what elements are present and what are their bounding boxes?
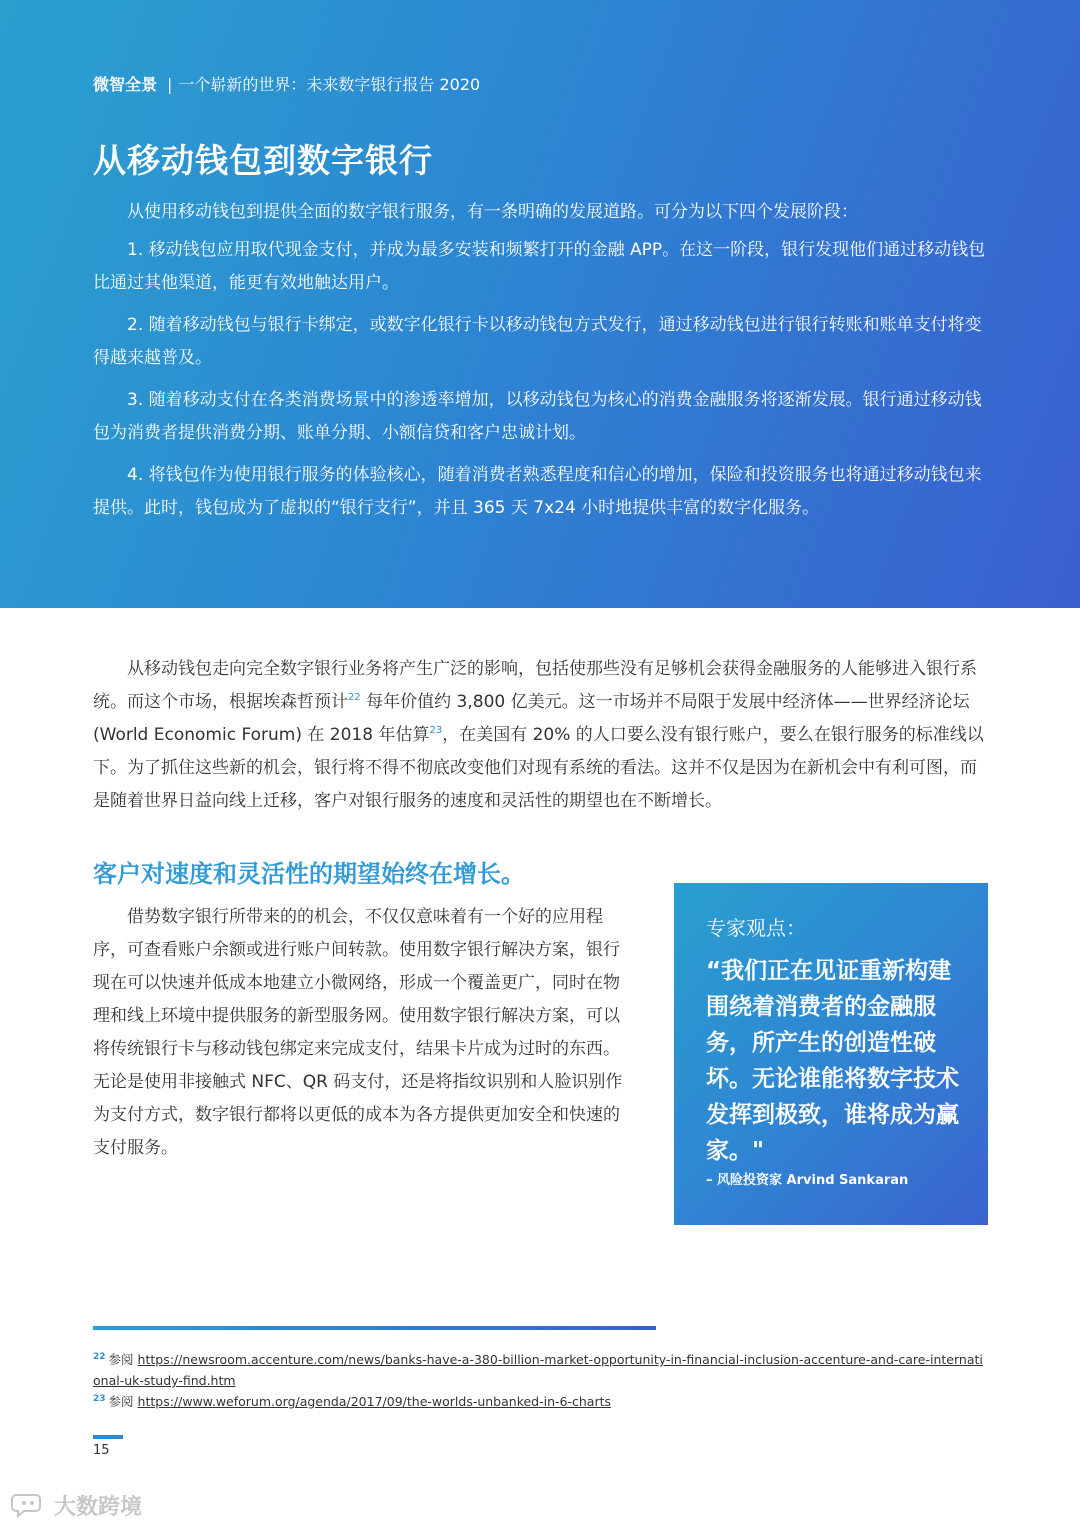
footnote-number: 23 — [93, 1394, 106, 1404]
stage-item: 1. 移动钱包应用取代现金支付，并成为最多安装和频繁打开的金融 APP。在这一阶段，银行发现他们通过移动钱包比通过其他渠道，能更有效地触达用户。 — [93, 240, 986, 293]
watermark-text: 大数跨境 — [54, 1494, 143, 1520]
body-paragraph — [93, 653, 988, 818]
hero-banner — [0, 0, 1080, 608]
page-number: 15 — [93, 1443, 110, 1458]
footnote-item — [93, 1391, 988, 1412]
footnote-ref-22[interactable]: 22 — [348, 692, 361, 703]
footnote-link[interactable]: https://newsroom.accenture.com/news/banks-have-a-380-billion-market-opportunity-in-financial-inclusion-accenture-and-care-international-uk-study-find.htm — [93, 1352, 983, 1388]
quote-attribution: – 风险投资家 Arvind Sankaran — [706, 1173, 909, 1188]
stage-item: 2. 随着移动钱包与银行卡绑定，或数字化银行卡以移动钱包方式发行，通过移动钱包进行银行转账和账单支付将变得越来越普及。 — [93, 315, 982, 368]
footnote-ref-23[interactable]: 23 — [429, 725, 443, 736]
page-title: 从移动钱包到数字银行 — [93, 141, 433, 180]
section-heading: 客户对速度和灵活性的期望始终在增长。 — [93, 860, 525, 888]
body-text-part: 每年价值约 3,800 亿美元。这一市场并不局限于发展中经济体——世界经济论坛 (World Economic Forum) 在 2018 年估算 — [93, 692, 970, 745]
expert-quote-box — [674, 883, 988, 1225]
report-title: 一个崭新的世界：未来数字银行报告 2020 — [178, 75, 481, 94]
hero-intro: 从使用移动钱包到提供全面的数字银行服务，有一条明确的发展道路。可分为以下四个发展阶段： — [127, 202, 858, 222]
chat-bubble-icon — [10, 1491, 50, 1519]
quote-label: 专家观点： — [706, 916, 806, 940]
footnote-number: 22 — [93, 1352, 106, 1362]
footnote-link[interactable]: https://www.weforum.org/agenda/2017/09/the-worlds-unbanked-in-6-charts — [137, 1394, 612, 1409]
footnote-prefix: 参阅 — [108, 1352, 134, 1367]
running-header — [93, 74, 480, 96]
footnote-item — [93, 1349, 988, 1391]
watermark — [10, 1490, 142, 1520]
brand-name: 微智全景 — [93, 75, 158, 94]
stage-item: 4. 将钱包作为使用银行服务的体验核心，随着消费者熟悉程度和信心的增加，保险和投资服务也将通过移动钱包来提供。此时，钱包成为了虚拟的“银行支行”，并且 365 天 7x24 小时地提供丰富的数字化服务。 — [93, 465, 982, 518]
header-separator: | — [167, 75, 173, 94]
footnotes — [93, 1349, 988, 1412]
body-text-part: ，在美国有 20% 的人口要么没有银行账户，要么在银行服务的标准线以下。为了抓住这些新的机会，银行将不得不彻底改变他们对现有系统的看法。这并不仅是因为在新机会中有利可图，而是随着世界日益向线上迁移，客户对银行服务的速度和灵活性的期望也在不断增长。 — [93, 725, 984, 811]
footnote-prefix: 参阅 — [108, 1394, 134, 1409]
hero-body — [93, 196, 988, 534]
quote-text: “我们正在见证重新构建围绕着消费者的金融服务，所产生的创造性破坏。无论谁能将数字技术发挥到极致，谁将成为赢家。" — [706, 958, 959, 1164]
section-body: 借势数字银行所带来的的机会，不仅仅意味着有一个好的应用程序，可查看账户余额或进行账户间转款。使用数字银行解决方案，银行现在可以快速并低成本地建立小微网络，形成一个覆盖更广，同时在物理和线上环境中提供服务的新型服务网。使用数字银行解决方案，可以将传统银行卡与移动钱包绑定来完成支付，结果卡片成为过时的东西。无论是使用非接触式 NFC、QR 码支付，还是将指纹识别和人脸识别作为支付方式，数字银行都将以更低的成本为各方提供更加安全和快速的支付服务。 — [93, 907, 623, 1158]
footnote-divider — [93, 1326, 656, 1330]
page-number-rule — [93, 1435, 123, 1439]
body-text-part: 从移动钱包走向完全数字银行业务将产生广泛的影响，包括使那些没有足够机会获得金融服务的人能够进入银行系统。而这个市场，根据埃森哲预计 — [93, 659, 977, 712]
stage-item: 3. 随着移动支付在各类消费场景中的渗透率增加，以移动钱包为核心的消费金融服务将逐渐发展。银行通过移动钱包为消费者提供消费分期、账单分期、小额信贷和客户忠诚计划。 — [93, 390, 982, 443]
